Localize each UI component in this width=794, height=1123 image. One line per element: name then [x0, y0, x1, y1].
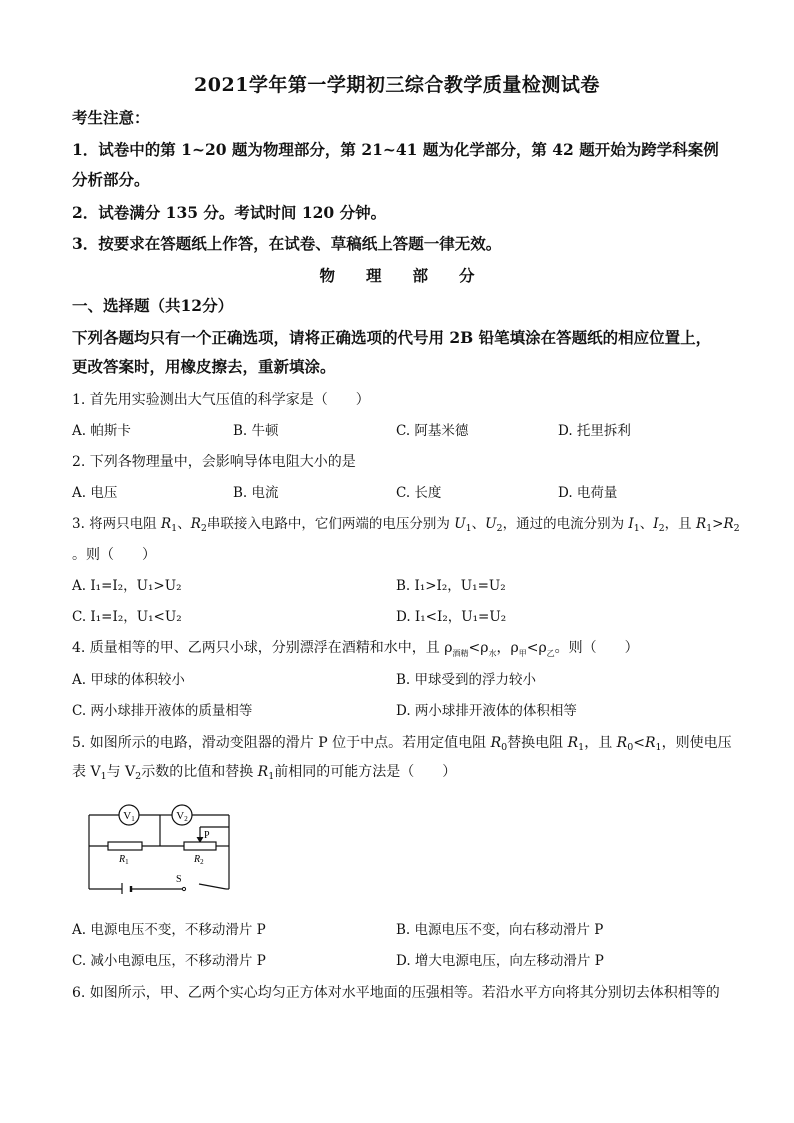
q1-option-c: C. 阿基米德 [396, 423, 469, 439]
q3-option-d: D. I₁<I₂，U₁=U₂ [396, 609, 507, 625]
q4-option-b: B. 甲球受到的浮力较小 [396, 672, 537, 688]
q2-option-b: B. 电流 [233, 485, 279, 501]
voltmeter-v2-label: V2 [176, 810, 188, 823]
part-instructions: 更改答案时，用橡皮擦去，重新填涂。 [72, 357, 336, 376]
notice-heading: 考生注意： [72, 108, 150, 127]
q3-option-b: B. I₁>I₂，U₁=U₂ [396, 578, 506, 594]
voltmeter-v1-label: V1 [123, 810, 135, 823]
part-heading: 一、选择题（共12分） [72, 296, 234, 315]
question-5-stem-cont: 表 $V_1$与 $V_2$示数的比值和替换 $R_1$前相同的可能方法是（ ） [72, 764, 457, 782]
q5-option-b: B. 电源电压不变，向右移动滑片 P [396, 922, 604, 938]
slider-p-label: P [204, 830, 210, 841]
r2-label: $R_2$ [194, 854, 204, 866]
q1-option-a: A. 帕斯卡 [72, 423, 131, 439]
question-1-stem: 1. 首先用实验测出大气压值的科学家是（ ） [72, 392, 370, 408]
notice-item: 1．试卷中的第 1~20 题为物理部分，第 21~41 题为化学部分，第 42 题开始为跨学科案例 [72, 140, 719, 159]
part-instructions: 下列各题均只有一个正确选项，请将正确选项的代号用 2B 铅笔填涂在答题纸的相应位置上， [72, 328, 712, 347]
q3-option-c: C. I₁=I₂，U₁<U₂ [72, 609, 182, 625]
question-3-stem-cont: 。则（ ） [72, 547, 156, 563]
q4-option-a: A. 甲球的体积较小 [72, 672, 185, 688]
question-2-stem: 2. 下列各物理量中，会影响导体电阻大小的是 [72, 454, 356, 470]
q1-option-b: B. 牛顿 [233, 423, 279, 439]
q2-option-c: C. 长度 [396, 485, 442, 501]
question-5-stem: 5. 如图所示的电路，滑动变阻器的滑片 P 位于中点。若用定值电阻 $R_0$替换电阻 $R_1$，且 $R_0<R_1$，则使电压 [72, 735, 732, 753]
switch-icon [182, 887, 185, 890]
q3-option-a: A. I₁=I₂，U₁>U₂ [72, 578, 182, 594]
circuit-diagram [86, 802, 238, 894]
q5-option-c: C. 减小电源电压，不移动滑片 P [72, 953, 266, 969]
resistor-r1 [108, 842, 142, 850]
q1-option-d: D. 托里拆利 [558, 423, 631, 439]
notice-item: 分析部分。 [72, 170, 150, 189]
q2-option-a: A. 电压 [72, 485, 118, 501]
resistor-r2 [184, 842, 216, 850]
q5-option-d: D. 增大电源电压，向左移动滑片 P [396, 953, 604, 969]
notice-item: 2．试卷满分 135 分。考试时间 120 分钟。 [72, 203, 387, 222]
page-title: 2021学年第一学期初三综合教学质量检测试卷 [194, 74, 600, 96]
question-3-stem: 3. 将两只电阻 $R_1$、$R_2$串联接入电路中，它们两端的电压分别为 $U_1$、$U_2$，通过的电流分别为 $I_1$、$I_2$，且 $R_1>R_2$ [72, 516, 740, 534]
q2-option-d: D. 电荷量 [558, 485, 618, 501]
question-6-stem: 6. 如图所示，甲、乙两个实心均匀正方体对水平地面的压强相等。若沿水平方向将其分别切去体积相等的 [72, 985, 720, 1001]
section-title: 物 理 部 分 [319, 266, 475, 285]
q4-option-d: D. 两小球排开液体的体积相等 [396, 703, 577, 719]
q5-option-a: A. 电源电压不变，不移动滑片 P [72, 922, 266, 938]
r1-label: $R_1$ [119, 854, 129, 866]
question-4-stem: 4. 质量相等的甲、乙两只小球，分别漂浮在酒精和水中，且 $\rho_{酒精}<\rho_水$，$\rho_甲<\rho_乙$。则（ ） [72, 640, 639, 658]
notice-item: 3．按要求在答题纸上作答，在试卷、草稿纸上答题一律无效。 [72, 234, 502, 253]
switch-s-label: S [176, 874, 182, 885]
q4-option-c: C. 两小球排开液体的质量相等 [72, 703, 253, 719]
